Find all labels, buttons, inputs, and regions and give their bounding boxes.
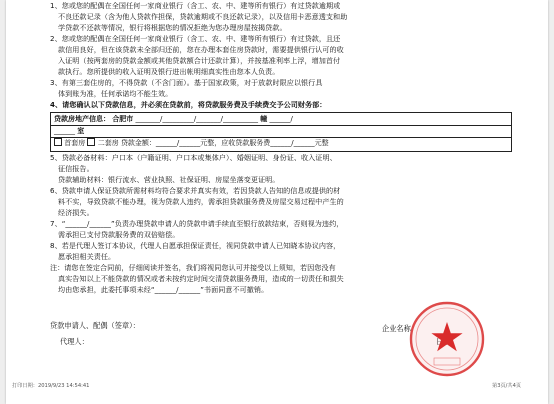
company-name-label: 企业名称 <box>382 324 411 333</box>
text-line: 入证明（按两套房的贷款金额或其他贷款额合计还款计算），并按基准利率上浮，增加首付 <box>58 56 341 65</box>
text-line: 经济损失。 <box>58 208 94 217</box>
city-value: 合肥市 <box>112 115 134 123</box>
text-line: 5、贷款必备材料：户口本（户籍证明、户口本或集体户）、婚姻证明、身份证、收入证明、 <box>50 153 337 162</box>
first-home-label: 首套房 <box>64 139 86 147</box>
text-line: 学贷款不还款等情况，银行将根据您的情况拒绝为您办理房屋按揭贷款。 <box>58 23 287 32</box>
block-label: 幢 <box>260 115 268 123</box>
applicant-signature-label: 贷款申请人、配偶（签章）： <box>50 321 140 330</box>
text-line: 贷款辅助材料：银行流水、营业执照、社保证明、房屋坐落变更证明。 <box>58 175 280 184</box>
text-line: 4、请您确认以下贷款信息，并必须在贷款前，将贷款服务费及手续费交予公司财务部： <box>50 100 327 109</box>
text-line: 均由您承担，此委托事项未经“______/______”书面同意不可撤销。 <box>58 285 269 294</box>
agent-signature-label: 代理人： <box>60 337 89 346</box>
loan-info-table <box>50 112 512 152</box>
text-line: 7、“______/______”负责办理贷款申请人的贷款申请手续直至银行放款结束，否则视为违约， <box>50 219 344 228</box>
address-blank-2: ______/ <box>269 115 293 123</box>
page-number-footer: 第3页/共4页 <box>492 383 522 389</box>
second-home-label: 二套房 <box>97 139 119 147</box>
property-label: 贷款房地产信息： <box>54 115 110 123</box>
text-line: 3、有第三套住房的，不得贷款（不含门面）。基于国家政策，对于放款时限应以银行具 <box>50 78 323 87</box>
address-blank: _______/_________/_______/__________ <box>135 115 259 123</box>
text-line: 愿承担相关责任。 <box>58 252 116 261</box>
text-line: 体到账为准，任何承诺均不能生效。 <box>58 89 173 98</box>
text-line: 不良还款记录（含为他人贷款作担保，贷款逾期或不良还款记录），以及信用卡恶意透支和助 <box>58 12 348 21</box>
company-seal-stamp <box>406 298 488 380</box>
text-line: 1、您或您的配偶在全国任何一家商业银行（含工、农、中、建等所有银行）有过贷款逾期或 <box>50 1 341 10</box>
text-line: 注：请您在签定合同前，仔细阅读并签名，我们将视同您认可并接受以上须知，若因您没有 <box>50 263 336 272</box>
text-line: 需承担已支付贷款服务费的双倍赔偿。 <box>58 230 180 239</box>
text-line: 征信报告。 <box>58 164 94 173</box>
text-line: 料不实，导致贷款不能办理，视为贷款人违约，需承担贷款服务费及房屋交易过程中产生的 <box>58 197 344 206</box>
room-label: 室 <box>77 127 85 135</box>
loan-amount-row <box>51 137 511 150</box>
text-line: 2、您或您的配偶在全国任何一家商业银行（含工、农、中、建等所有银行）有过贷款，且还 <box>50 34 341 43</box>
second-home-checkbox[interactable] <box>87 138 95 146</box>
print-date-footer: 打印日期：2019/9/23 14:54:41 <box>12 383 90 389</box>
loan-amount-text: 贷款金额：______/______元整，应收贷款服务费______/______元整 <box>120 139 329 147</box>
room-blank: ______ <box>54 127 75 135</box>
text-line: 款信用良好，但在该贷款未全部归还前，您在办理本套住房贷款时，需要提供银行认可的收 <box>58 45 344 54</box>
document-page <box>6 0 548 404</box>
first-home-checkbox[interactable] <box>54 138 62 146</box>
text-line: 款执行。您所提供的收入证明及银行进出帐明细真实性由您本人负责。 <box>58 67 280 76</box>
text-line: 真实告知以上不能贷款的情况或者未按约定时间交清贷款服务费用，造成的一切责任和损失 <box>58 274 344 283</box>
text-line: 6、贷款申请人保证贷款所需材料均符合要求并真实有效，若因贷款人告知的信息或提供的材 <box>50 186 341 195</box>
text-line: 8、若是代理人签订本协议，代理人自愿承担保证责任，视同贷款申请人已知晓本协议内容， <box>50 241 341 250</box>
